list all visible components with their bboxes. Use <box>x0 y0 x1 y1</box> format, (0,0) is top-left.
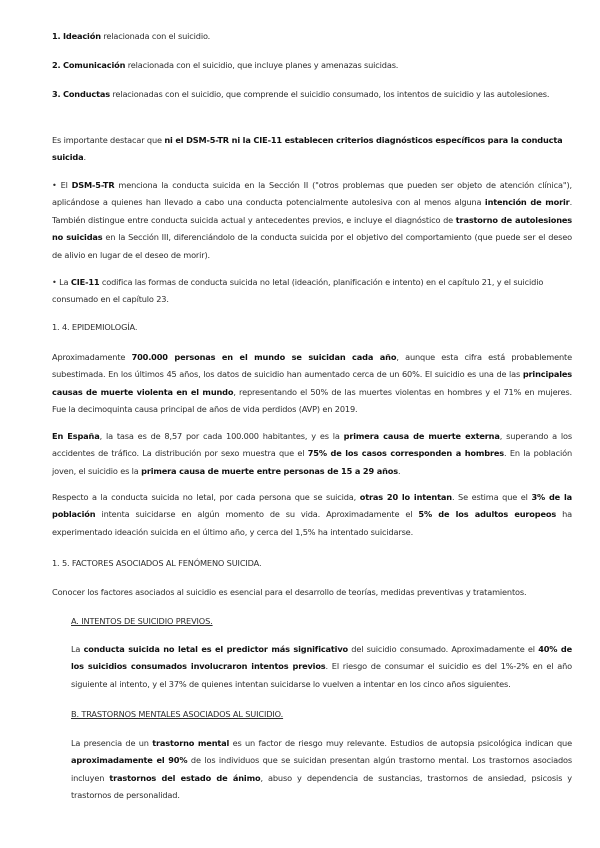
epidemiology-paragraph-1: Aproximadamente 700.000 personas en el mundo se suicidan cada año, aunque esta cifra está probablemente subestimada. En los últimos 45 años, los datos de suicidio han aumentado cerca de un 60%. El suicidio es una de las principales causas de muerte violenta en el mundo, representando el 50% de las muertes violentas en hombres y el 71% en mujeres. Fue la decimoquinta causa principal de años de vida perdidos (AVP) en 2019. <box>52 352 572 415</box>
item-number: 1. <box>52 31 61 41</box>
section-b-title: B. TRASTORNOS MENTALES ASOCIADOS AL SUICIDIO. <box>71 709 284 719</box>
item-number: 2. <box>52 60 61 70</box>
factors-intro: Conocer los factores asociados al suicidio es esencial para el desarrollo de teorías, medidas preventivas y tratamientos. <box>52 587 527 597</box>
epidemiology-paragraph-3: Respecto a la conducta suicida no letal, por cada persona que se suicida, otras 20 lo intentan. Se estima que el 3% de la población intenta suicidarse en algún momento de su vida. Aproximadamente el 5% de los adultos europeos ha experimentado ideación suicida en el último año, y cerca del 1,5% ha intentado suicidarse. <box>52 492 573 537</box>
epidemiology-paragraph-2: En España, la tasa es de 8,57 por cada 100.000 habitantes, y es la primera causa de muerte externa, superando a los accidentes de tráfico. La distribución por sexo muestra que el 75% de los casos corresponden a hombres. En la población joven, el suicidio es la primera causa de muerte entre personas de 15 a 29 años. <box>52 431 572 476</box>
epidemiology-heading: 1. 4. EPIDEMIOLOGÍA. <box>52 322 138 332</box>
dsm-term: DSM-5-TR <box>71 180 115 190</box>
list-item-conductas <box>52 86 572 103</box>
item-number: 3. <box>52 89 61 99</box>
section-b-paragraph: La presencia de un trastorno mental es un factor de riesgo muy relevante. Estudios de autopsia psicológica indican que aproximadamente el 90% de los individuos que se suicidan presentan algún trastorno mental. Los trastornos asociados incluyen trastornos del estado de ánimo, abuso y dependencia de sustancias, trastornos de ansiedad, psicosis y trastornos de personalidad. <box>71 738 572 801</box>
item-term: Conductas <box>62 89 110 99</box>
dsm-bullet-paragraph: • El DSM-5-TR menciona la conducta suicida en la Sección II ("otros problemas que pueden ser objeto de atención clínica"), aplicándose a quienes han llevado a cabo una conducta potencialmente autolesiva con al menos alguna intención de morir. También distingue entre conducta suicida actual y antecedentes previos, e incluye el diagnóstico de trastorno de autolesiones no suicidas en la Sección III, diferenciándolo de la conducta suicida por el objetivo del comportamiento (que puede ser el deseo de alivio en lugar de el deseo de morir). <box>52 180 573 260</box>
section-a-title: A. INTENTOS DE SUICIDIO PREVIOS. <box>71 616 213 626</box>
item-text: relacionadas con el suicidio, que comprende el suicidio consumado, los intentos de suicidio y las autolesiones. <box>109 89 550 99</box>
item-text: relacionada con el suicidio, que incluye planes y amenazas suicidas. <box>125 60 399 70</box>
diagnostic-note-bold: ni el DSM-5-TR ni la CIE-11 establecen criterios diagnósticos específicos para la conducta suicida <box>52 135 563 163</box>
item-term: Ideación <box>62 31 101 41</box>
list-item-ideacion <box>52 28 572 45</box>
list-item-comunicacion <box>52 57 572 74</box>
cie-bullet-paragraph: • La CIE-11 codifica las formas de conducta suicida no letal (ideación, planificación e intento) en el capítulo 21, y el suicidio consumado en el capítulo 23. <box>52 277 544 305</box>
item-term: Comunicación <box>62 60 126 70</box>
cie-term: CIE-11 <box>70 277 100 287</box>
diagnostic-note-paragraph: Es importante destacar que ni el DSM-5-TR ni la CIE-11 establecen criterios diagnósticos específicos para la conducta suicida. <box>52 135 563 163</box>
item-text: relacionada con el suicidio. <box>100 31 211 41</box>
factors-heading: 1. 5. FACTORES ASOCIADOS AL FENÓMENO SUICIDA. <box>52 558 262 568</box>
section-a-paragraph: La conducta suicida no letal es el predictor más significativo del suicidio consumado. Aproximadamente el 40% de los suicidios consumados involucraron intentos previos. El riesgo de consumar el suicidio es del 1%-2% en el año siguiente al intento, y el 37% de quienes intentan suicidarse lo vuelven a intentar en los cinco años siguientes. <box>71 644 573 689</box>
